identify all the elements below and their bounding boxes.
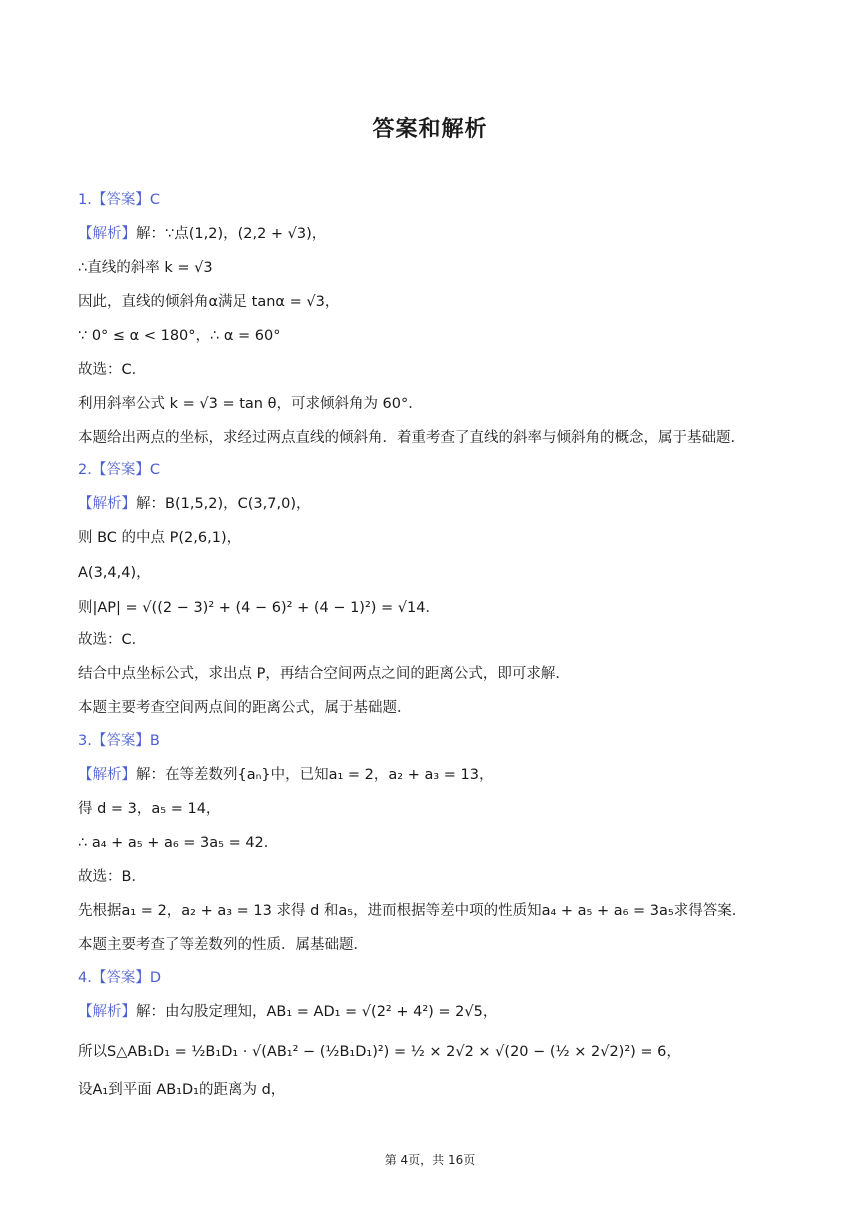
- analysis-2-line-2: 则 BC 的中点 P(2,6,1)，: [78, 530, 242, 546]
- page-footer: 第 4页，共 16页: [384, 1153, 476, 1167]
- analysis-text: 解：∵点(1,2)，(2,2 + √3)，: [136, 226, 327, 242]
- analysis-2-line-3: A(3,4,4)，: [78, 565, 151, 581]
- analysis-3-line-3: ∴ a₄ + a₅ + a₆ = 3a₅ = 42．: [78, 835, 279, 851]
- analysis-text: 解：B(1,5,2)，C(3,7,0)，: [136, 496, 311, 512]
- answer-1-text: 1.【答案】C: [78, 192, 160, 208]
- analysis-2-choice: 故选：C．: [78, 632, 147, 648]
- analysis-2-line-4: 则|AP| = √((2 − 3)² + (4 − 6)² + (4 − 1)²) = √14．: [78, 600, 440, 616]
- analysis-4-line-3: 设A₁到平面 AB₁D₁的距离为 d，: [78, 1082, 286, 1098]
- analysis-1-line-2: ∴直线的斜率 k = √3: [78, 260, 213, 276]
- answer-1: [78, 190, 160, 210]
- analysis-4-line-1: [78, 1002, 497, 1022]
- analysis-1-line-1: [78, 224, 326, 244]
- page-title: 答案和解析: [372, 117, 488, 142]
- analysis-1-line-3: 因此，直线的倾斜角α满足 tanα = √3，: [78, 294, 340, 310]
- analysis-tag: 【解析】: [78, 767, 136, 783]
- analysis-3-line-2: 得 d = 3，a₅ = 14，: [78, 801, 221, 817]
- analysis-text: 解：在等差数列{aₙ}中，已知a₁ = 2，a₂ + a₃ = 13，: [136, 767, 494, 783]
- analysis-text: 解：由勾股定理知，AB₁ = AD₁ = √(2² + 4²) = 2√5，: [136, 1004, 498, 1020]
- analysis-1-choice: 故选：C．: [78, 362, 147, 378]
- answer-3: 3.【答案】B: [78, 733, 160, 749]
- analysis-3-line-1: [78, 765, 494, 785]
- analysis-2-method: 结合中点坐标公式，求出点 P，再结合空间两点之间的距离公式，即可求解．: [78, 666, 570, 682]
- analysis-3-choice: 故选：B．: [78, 869, 146, 885]
- analysis-tag: 【解析】: [78, 1004, 136, 1020]
- analysis-4-line-2: 所以S△AB₁D₁ = ½B₁D₁ · √(AB₁² − (½B₁D₁)²) = ½ × 2√2 × √(20 − (½ × 2√2)²) = 6，: [78, 1044, 681, 1060]
- analysis-tag: 【解析】: [78, 226, 136, 242]
- analysis-1-method: 利用斜率公式 k = √3 = tan θ，可求倾斜角为 60°．: [78, 396, 423, 412]
- analysis-3-comment: 本题主要考查了等差数列的性质．属基础题．: [78, 937, 368, 953]
- analysis-1-comment: 本题给出两点的坐标，求经过两点直线的倾斜角．着重考查了直线的斜率与倾斜角的概念，属于基础题．: [78, 430, 745, 446]
- analysis-tag: 【解析】: [78, 496, 136, 512]
- analysis-2-comment: 本题主要考查空间两点间的距离公式，属于基础题．: [78, 700, 412, 716]
- answer-4: 4.【答案】D: [78, 970, 161, 986]
- answer-2: 2.【答案】C: [78, 462, 160, 478]
- analysis-1-line-4: ∵ 0° ≤ α < 180°，∴ α = 60°: [78, 328, 281, 344]
- analysis-2-line-1: [78, 494, 311, 514]
- analysis-3-method: 先根据a₁ = 2，a₂ + a₃ = 13 求得 d 和a₅，进而根据等差中项的性质知a₄ + a₅ + a₆ = 3a₅求得答案．: [78, 903, 747, 919]
